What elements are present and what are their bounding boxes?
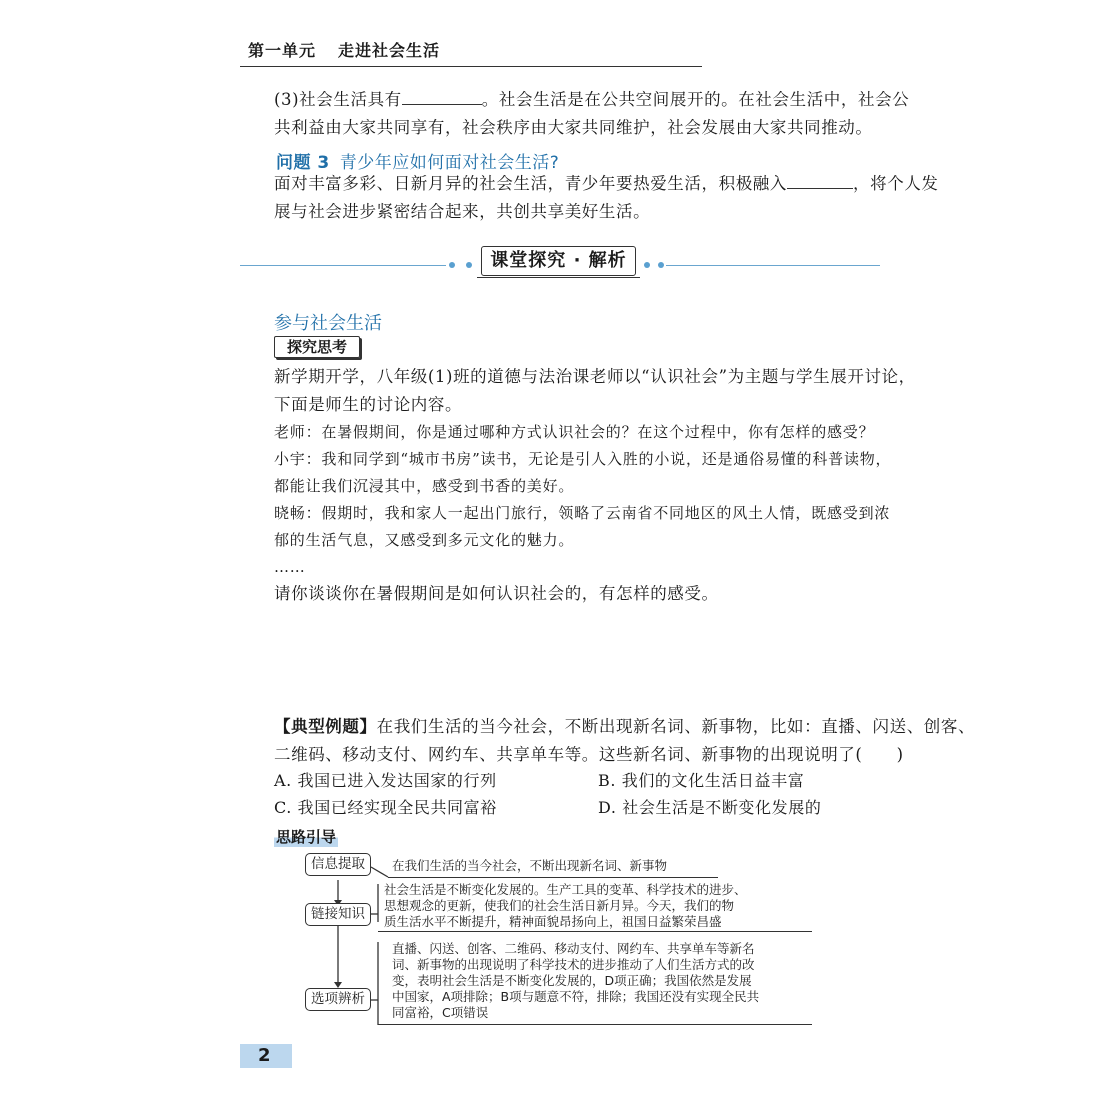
section-title: 课堂探究 · 解析 xyxy=(481,246,636,276)
running-header xyxy=(248,38,440,61)
dot-icon xyxy=(466,262,472,268)
discussion-prompt: 请你谈谈你在暑假期间是如何认识社会的，有怎样的感受。 xyxy=(274,584,719,603)
dot-icon xyxy=(449,262,455,268)
xiaochang-line-1: 晓畅：假期时，我和家人一起出门旅行，领略了云南省不同地区的风土人情，既感受到浓 xyxy=(274,504,891,522)
page-number: 2 xyxy=(240,1044,292,1068)
section-rule-right xyxy=(666,265,880,266)
xiaoyu-line-1: 小宇：我和同学到“城市书房”读书，无论是引人入胜的小说，还是通俗易懂的科普读物， xyxy=(274,450,892,468)
guide-title: 思路引导 xyxy=(276,828,337,846)
option-b[interactable]: B. 我们的文化生活日益丰富 xyxy=(598,771,805,790)
example-label: 【典型例题】 xyxy=(274,717,377,736)
guide-box-extract: 信息提取 xyxy=(305,853,371,876)
dot-icon xyxy=(644,262,650,268)
option-a[interactable]: A. 我国已进入发达国家的行列 xyxy=(274,771,497,790)
question-label: 问题 3 xyxy=(276,153,330,173)
question-text: 青少年应如何面对社会生活? xyxy=(339,153,560,173)
section-rule-left xyxy=(240,265,446,266)
guide-text-analysis-5: 同富裕，C项错误 xyxy=(392,1005,489,1020)
guide-underline xyxy=(388,877,718,878)
unit-title: 走进社会生活 xyxy=(338,41,441,60)
intro-line-2: 共利益由大家共同享有，社会秩序由大家共同维护，社会发展由大家共同推动。 xyxy=(274,118,873,137)
guide-text-link-3: 质生活水平不断提升，精神面貌昂扬向上，祖国日益繁荣昌盛 xyxy=(384,914,722,929)
example-line-1: 【典型例题】在我们生活的当今社会，不断出现新名词、新事物，比如：直播、闪送、创客、 xyxy=(274,717,976,736)
guide-text-analysis-2: 词、新事物的出现说明了科学技术的进步推动了人们生活方式的改 xyxy=(392,957,755,972)
dot-icon xyxy=(658,262,664,268)
explore-tag: 探究思考 xyxy=(274,336,360,358)
guide-text-extract: 在我们生活的当今社会，不断出现新名词、新事物 xyxy=(392,858,668,873)
question-3-line-1: 面对丰富多彩、日新月异的社会生活，青少年要热爱生活，积极融入 ，将个人发 xyxy=(274,170,939,198)
guide-text-analysis-3: 变，表明社会生活是不断变化发展的，D项正确；我国依然是发展 xyxy=(392,973,752,988)
guide-text-link-1: 社会生活是不断变化发展的。生产工具的变革、科学技术的进步、 xyxy=(384,882,747,897)
option-d[interactable]: D. 社会生活是不断变化发展的 xyxy=(598,798,822,817)
xiaoyu-line-2: 都能让我们沉浸其中，感受到书香的美好。 xyxy=(274,477,575,495)
guide-underline xyxy=(378,1024,812,1025)
unit-label: 第一单元 xyxy=(248,41,317,60)
question-3-line-2: 展与社会进步紧密结合起来，共创共享美好生活。 xyxy=(274,202,651,221)
guide-text-analysis-1: 直播、闪送、创客、二维码、移动支付、网约车、共享单车等新名 xyxy=(392,941,755,956)
guide-box-analysis: 选项辨析 xyxy=(305,988,371,1011)
subsection-title: 参与社会生活 xyxy=(274,313,382,334)
teacher-line: 老师：在暑假期间，你是通过哪种方式认识社会的？在这个过程中，你有怎样的感受？ xyxy=(274,423,875,441)
guide-text-analysis-4: 中国家，A项排除；B项与题意不符，排除；我国还没有实现全民共 xyxy=(392,989,760,1004)
discussion-intro-2: 下面是师生的讨论内容。 xyxy=(274,395,463,414)
discussion-intro-1: 新学期开学，八年级(1)班的道德与法治课老师以“认识社会”为主题与学生展开讨论， xyxy=(274,367,916,386)
ellipsis: …… xyxy=(274,558,306,576)
intro-line-1: (3)社会生活具有 。社会生活是在公共空间展开的。在社会生活中，社会公 xyxy=(274,86,909,114)
xiaochang-line-2: 郁的生活气息，又感受到多元文化的魅力。 xyxy=(274,531,575,549)
header-rule xyxy=(240,66,702,67)
guide-underline xyxy=(378,931,812,932)
example-line-2: 二维码、移动支付、网约车、共享单车等。这些新名词、新事物的出现说明了( ) xyxy=(274,745,904,764)
fill-blank[interactable] xyxy=(402,86,482,105)
guide-text-link-2: 思想观念的更新，使我们的社会生活日新月异。今天，我们的物 xyxy=(384,898,735,913)
fill-blank[interactable] xyxy=(787,170,853,189)
guide-box-link: 链接知识 xyxy=(305,903,371,926)
option-c[interactable]: C. 我国已经实现全民共同富裕 xyxy=(274,798,497,817)
